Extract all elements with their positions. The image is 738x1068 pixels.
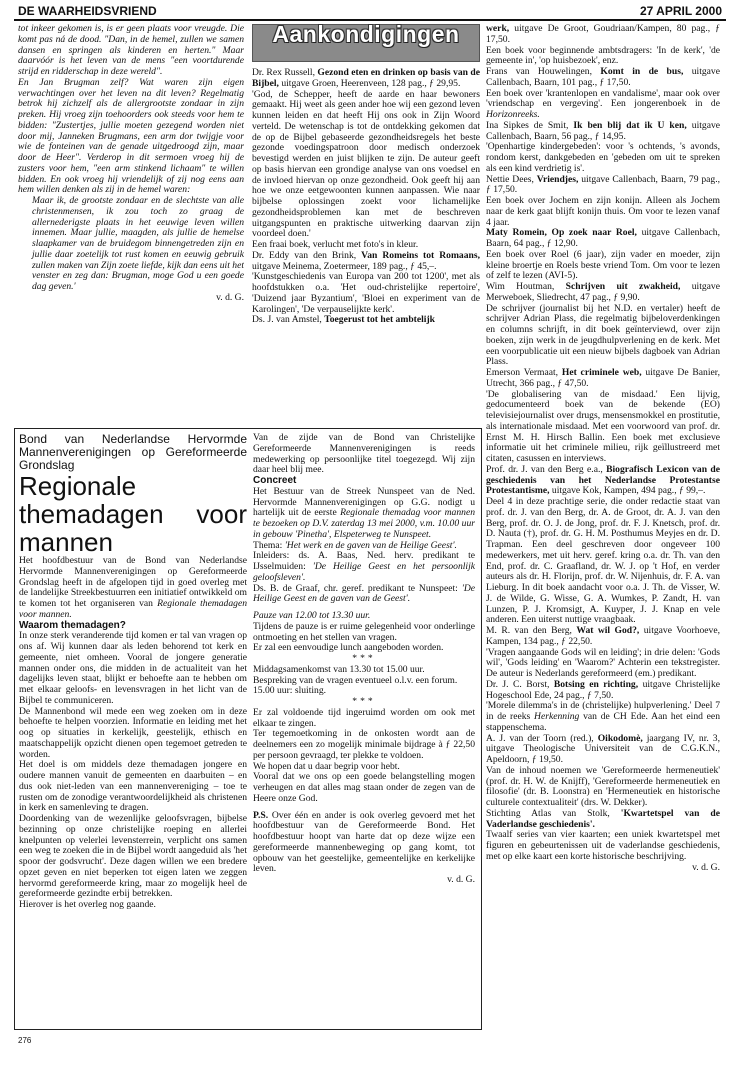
book-entry	[486, 228, 720, 250]
book-entry	[486, 282, 720, 304]
text-run-italic: Herkenning	[534, 711, 580, 722]
text-run: 'Morele dilemma's in de (christelijke) hulpverlening.' Deel 7 in de reeks	[486, 700, 720, 722]
book-title: Het criminele web,	[561, 367, 642, 378]
page-number: 276	[18, 1036, 32, 1045]
paragraph	[253, 487, 475, 541]
column-announcements	[252, 24, 480, 424]
page-header	[14, 3, 726, 21]
section-heading: Concreet	[253, 475, 297, 486]
book-publisher: uitgave Voorhoeve, Kampen, 134 pag., ƒ 22,50.	[486, 625, 720, 647]
book-entry	[486, 809, 720, 831]
book-description: Een boek over Roel (6 jaar), zijn vader en moeder, zijn kleine broertje en Roels beste vriend Tom. Om voor te lezen of zelf te lezen (AVI-5).	[486, 248, 720, 282]
column-book-listings	[486, 24, 720, 1036]
paragraph: Hierover is het overleg nog gaande.	[19, 899, 156, 910]
paragraph: En Jan Brugman zelf? Wat waren zijn eigen verwachtingen over het leven na dit leven? Regelmatig betrok hij zichzelf als de allergrootste zondaar in zijn preken. Hij vroeg zijn toehoorders ook steeds voor hem te bidden: "Zustertjes, jullie moeten gezegend worden niet door mij, Janneken Brugmans, een arm dor twijgje voor wie de fonteinen van de genade uitgedroogd zijn, maar door de Heer". Verderop in dit sermoen vroeg hij de zusters voor hem, "een arm stinkend lichaam" te willen bidden. En ook vroeg hij vriendelijk of zij nog eens aan hem willen denken als zij in de hemel waren:	[18, 76, 244, 196]
text-run-italic: 'De Heilige Geest en de gaven van de Geest'.	[253, 582, 475, 605]
intro-text: Het hoofdbestuur van de Bond van Nederlandse Hervormde Mannenverenigingen op Gereformeerde Grondslag heeft in de afgelopen tijd in goed overleg met de landelijke Streekbestuurren een initiatief ontwikkeld om te komen tot het organiseren van	[19, 555, 247, 609]
text-run: van de CH Ede. Aan het eind een stappenschema.	[486, 711, 720, 733]
issue-date: 27 APRIL 2000	[639, 4, 722, 18]
paragraph: Vooral dat we ons op een goede belangstelling mogen verheugen en dat alles mag staan onder de zegen van de Heere onze God.	[253, 771, 475, 804]
column-article-end	[18, 24, 244, 420]
article-right-column	[253, 433, 475, 1021]
announcements-banner	[252, 24, 480, 62]
book-entry	[486, 368, 720, 390]
book-author: Stichting Atlas van Stolk,	[486, 807, 610, 819]
book-publisher: uitgave De Groot, Goudriaan/Kampen, 80 pag., ƒ 17,50.	[486, 24, 720, 45]
text-run-italic: Horizonreeks.	[486, 109, 540, 120]
book-publisher: uitgave Callenbach, Baarn, 56 pag., ƒ 14,95.	[486, 119, 720, 142]
banner-title: Aankondigingen	[272, 24, 460, 47]
section-divider: ***	[352, 653, 376, 664]
book-description: 'Openhartige kindergebeden': voor 's ochtends, 's avonds, rondom kerst, dankgebeden en 'gebeden om uit te spreken als een kind verdrietig is'.	[486, 141, 720, 174]
book-author: Dr. Eddy van den Brink,	[252, 249, 357, 261]
book-description	[486, 701, 720, 733]
paragraph: In onze sterk veranderende tijd komen er tal van vragen op ons af. Wij kunnen daar als leden behorend tot kerk en gemeente, niet omheen. Vooral de jongere generatie mannen onder ons, die midden in de actualiteit van het dagelijks leven staat, blijkt er behoefte aan te hebben om met elkaar geloofs- en levensvragen in het licht van de Bijbel te communiceren.	[19, 630, 247, 706]
article-headline: Regionale themadagen voor mannen	[19, 471, 247, 557]
publication-name: DE WAARHEIDSVRIEND	[18, 4, 157, 18]
book-author: Dr. J. C. Borst,	[486, 678, 550, 690]
book-publisher: uitgave Kok, Kampen, 494 pag., ƒ 99,–.	[551, 485, 706, 497]
book-title: Komt in de bus,	[600, 66, 684, 77]
book-author: Maty Romein,	[486, 227, 547, 239]
book-description: Deel 4 in deze prachtige serie, die onder redactie staat van prof. dr. J. van den Berg, dr. A. de Groot, dr. A. J. van den Berg, prof. dr. O. J. de Jong, prof. dr. F. J. Knetsch, prof. dr. D. Nauta (†), prof. dr. G. H. M. Posthumus Meyjes en dr. D. Trapman. Een deel geschreven door ongeveer 100 medewerkers, met uit herv. geref. kring o.a. dr. Th. van den End, prof. dr. C. Graafland, dr. W. J. op 't Hof, en verder auteurs als dr. H. Florijn, prof. dr. W. Nijenhuis, dr. F. A. van Lieburg. In dit boek aandacht voor o.a. J. Th. de Visser, W. J. de Wilde, G. Wisse, G. A. Wumkes, P. Zandt, H. van Lunzen, P. J. Kromsigt, A. Kuyper, J. J. Knap en vele anderen. Een uiterst nuttige vraagbaak.	[486, 496, 720, 626]
book-description	[486, 89, 720, 121]
book-title: Vriendjes,	[536, 173, 579, 185]
ps-label: P.S.	[253, 809, 269, 821]
paragraph: Het doel is om middels deze themadagen jongere en oudere mannen vanuit de gemeenten en daarbuiten – en dus ook niet-leden van een mannenvereniging – toe te rusten om de zonodige verantwoordelijkheid als christenen in kerk en samenleving te dragen.	[19, 759, 247, 814]
organization-name: Bond van Nederlandse Hervormde Mannenverenigingen op Gereformeerde Grondslag	[19, 433, 247, 472]
book-title: Op zoek naar Roel,	[551, 227, 637, 239]
book-publisher: uitgave Callenbach, Baarn, 79 pag., ƒ 17,50.	[486, 173, 720, 196]
book-entry	[486, 67, 720, 89]
paragraph: De Mannenbond wil mede een weg zoeken om in deze behoefte te helpen voorzien. Informatie en leiding met het oog op situaties in kerkelijk, geestelijk, ethisch en maatschappelijk opzicht dienen open tegemoet getreden te worden.	[19, 705, 247, 760]
book-description: Een boek over Jochem en zijn konijn. Alleen als Jochem naar de kerk gaat blijft konijn thuis. Om voor te lezen vanaf 4 jaar.	[486, 195, 720, 228]
book-publisher: uitgave Groen, Heerenveen, 128 pag., ƒ 29,95.	[281, 77, 461, 89]
book-entry	[486, 465, 720, 497]
book-author: M. R. van den Berg,	[486, 625, 572, 636]
paragraph	[19, 556, 247, 621]
signature: v. d. G.	[447, 874, 475, 885]
article-left-column	[19, 433, 247, 1021]
book-description: Een boek voor beginnende ambtsdragers: 'In de kerk', 'de gemeente in', 'op huisbezoek', enz.	[486, 44, 720, 67]
book-author: Frans van Houwelingen,	[486, 66, 593, 77]
text-run: Inleiders: ds. A. Baas, Ned. herv. predikant te IJsselmuiden:	[253, 550, 475, 572]
book-publisher: uitgave Callenbach, Baarn, 64 pag., ƒ 12,90.	[486, 227, 720, 249]
paragraph	[253, 551, 475, 583]
paragraph: Middagsamenkomst van 13.30 tot 15.00 uur.	[253, 663, 425, 675]
intro-italic: Regionale themadagen voor mannen.	[19, 598, 247, 620]
book-title: Oikodomè,	[597, 732, 643, 744]
book-title: Gezond eten en drinken op basis van de Bijbel,	[252, 67, 480, 89]
paragraph: 15.00 uur: sluiting.	[253, 685, 327, 697]
section-heading: Waarom themadagen?	[19, 619, 126, 631]
text-run: Ds. B. de Graaf, chr. geref. predikant te Nunspeet:	[253, 582, 458, 594]
paragraph: Doordenking van de wezenlijke geloofsvragen, bijbelse bezinning op onze christelijke roeping en allerlei knelpunten op velerlei levensterrein, verplicht ons samen een weg te zoeken die in de Bijbel wordt aangeduid als 'het spoor der godsvrucht'. Deze dagen willen we een bredere opzet geven en niet beperken tot eigen laten we zeggen hervormd gereformeerde kring, maar zo mogelijk heel de gereformeerde gezindte erbij betrekken.	[19, 813, 247, 900]
block-quote: Maar ik, de grootste zondaar en de slechtste van alle christenmensen, ik zou toch zo graag de allernederigste plaats in het eeuwige leven willen innemen. Maar jullie, maagden, als jullie de hemelse slaapkamer van de bruidegom binnengetreden zijn en jullie daar zoetelijk tot rust komen en eeuwig gebruik zullen maken van Zijn zoete liefde, kijk dan eens uit het venster en zeg dan: Brugman, moge God u een goede dag geven.'	[32, 195, 244, 292]
book-entry	[252, 315, 480, 326]
book-description: 'God, de Schepper, heeft de aarde en haar bewoners gemaakt. Hij weet als geen ander hoe wij een gezond leven kunnen leiden en dat heeft Hij ons ook in Zijn Woord verteld. De wetenschap is tot de ontdekking gekomen dat de op de Bijbel gebaseerde gezondheidsregels het beste gezonde voedingspatroon door medisch onderzoek bevestigd werden en juist blijken te zijn. De auteur geeft op basis hiervan een grondige analyse van ons voedsel en de invloed hiervan op onze gezondheid. Ook geeft hij aan hoe we onze eetgewoonten kunnen aanpassen. Wie naar bijbelse oplossingen zoekt voor lichamelijke gezondheidsproblemen kan met de beschreven uitgangspunten en praktische uitwerking daarvan zijn voordeel doen.'	[252, 88, 480, 240]
book-publisher: uitgave De Banier, Utrecht, 366 pag., ƒ 47,50.	[486, 367, 720, 389]
book-publisher: uitgave Christelijke Hogeschool Ede, 24 pag., ƒ 7,50.	[486, 678, 720, 701]
book-description: Twaalf series van vier kaarten; een uniek kwartetspel met figuren en gebeurtenissen uit de vaderlandse geschiedenis, met op elke kaart een korte historische beschrijving.	[486, 829, 720, 862]
book-author: Prof. dr. J. van den Berg e.a.,	[486, 463, 603, 475]
text-run: Een boek over 'krantenlopen en vandalisme', maar ook over 'vriendschap en vergeving'. Een jongerenboek in de	[486, 87, 720, 110]
themadagen-article-box	[14, 428, 482, 1030]
book-description: De schrijver (journalist bij het N.D. en vertaler) heeft de schrijver Adrian Plass, die regelmatig bijbeloverdenkingen en columns schrijft, in dit boek geïnterviewd, over zijn boeken, zijn werk in de jeugdhulpverlening en de kerk. Met een voorpublicatie uit een nieuw bijbels dagboek van Adrian Plass.	[486, 302, 720, 368]
book-entry	[486, 680, 720, 702]
paragraph: Ter tegemoetkoming in de onkosten wordt aan de deelnemers een zo mogelijk minimale bijdrage à ƒ 22,50 per persoon gevraagd, ter plekke te voldoen.	[253, 728, 475, 761]
text-run: Het Bestuur van de Streek Nunspeet van de Ned. Hervormde Mannenverenigingen op G.G. nodigt u hartelijk uit de eerste	[253, 485, 475, 519]
book-title: Biografisch Lexicon van de geschiedenis van het Nederlandse Protestantse Protestantisme,	[486, 463, 720, 497]
book-entry	[486, 175, 720, 197]
book-author: Wim Houtman,	[486, 281, 555, 292]
book-author: Ina Sipkes de Smit,	[486, 119, 569, 131]
paragraph	[253, 584, 475, 606]
text-run-italic: te bezoeken op D.V. zaterdag 13 mei 2000, v.m. 10.00 uur in gebouw 'Pinetha', Elspeterweg te Nunspeet.	[253, 518, 475, 540]
postscript	[253, 811, 475, 876]
book-author: Emerson Vermaat,	[486, 367, 559, 378]
book-author: Ds. J. van Amstel,	[252, 314, 322, 326]
book-entry	[486, 734, 720, 766]
signature: v. d. G.	[216, 291, 244, 303]
book-title: Schrijven uit zwakheid,	[565, 281, 681, 292]
paragraph: tot inkeer gekomen is, is er geen plaats voor vreugde. Die komt pas ná de dood. "Dan, in de hemel, zullen we samen dansen en springen als kinderen en herten." Maar daarvóór is het leven van de mens "een voortdurende strijd en ridderschap in deze wereld".	[18, 24, 244, 77]
paragraph: Er zal voldoende tijd ingeruimd worden om ook met elkaar te zingen.	[253, 706, 475, 729]
book-publisher: uitgave Callenbach, Baarn, 101 pag., ƒ 17,50.	[486, 66, 720, 88]
paragraph: Pauze van 12.00 tot 13.30 uur.	[253, 610, 371, 621]
book-entry	[486, 24, 720, 46]
book-publisher: uitgave Merweboek, Sliedrecht, 47 pag., ƒ 9,90.	[486, 281, 720, 303]
book-entry	[486, 121, 720, 143]
book-description: 'Vragen aangaande Gods wil en leiding'; in drie delen: 'Gods wil', 'Gods leiding' en 'Waarom?' Achterin een tekstregister. De auteur is Nederlands gereformeerd (em.) predikant.	[486, 646, 720, 679]
book-title: Botsing en richting,	[553, 678, 639, 690]
book-note: Een fraai boek, verlucht met foto's in kleur.	[252, 239, 419, 250]
book-entry	[252, 68, 480, 90]
ps-text: Over één en ander is ook overleg gevoerd met het hoofdbestuur van de Gereformeerde Bond. Het hoofdbestuur hoopt van harte dat op deze wijze een gereformeerde mannenbeweging op gang komt, tot opbouw van het geestelijke, gemeentelijke en kerkelijke leven.	[253, 809, 475, 875]
book-title: Wat wil God?,	[576, 625, 640, 636]
book-title: 'Kwartetspel van de Vaderlandse geschiedenis'.	[486, 807, 720, 830]
paragraph: Er zal een eenvoudige lunch aangeboden worden.	[253, 642, 444, 654]
text-run: Thema:	[253, 539, 283, 551]
paragraph: Van de zijde van de Bond van Christelijke Gereformeerde Mannenverenigingen is reeds medewerking op persoonlijke titel toegezegd. Wij zijn daar heel blij mee.	[253, 433, 475, 476]
text-run-italic: 'Het werk en de gaven van de Heilige Geest'.	[284, 539, 457, 551]
book-author: Dr. Rex Russell,	[252, 67, 315, 78]
book-title: Ik ben blij dat ik U ken,	[573, 119, 687, 131]
paragraph: Tijdens de pauze is er ruime gelegenheid voor onderlinge ontmoeting en het stellen van vragen.	[253, 620, 475, 643]
text-run-italic: 'De Heilige Geest en het persoonlijk geloofsleven'.	[253, 561, 475, 583]
book-description: Van de inhoud noemen we 'Gereformeerde hermeneutiek' (prof. dr. H. W. de Knijff), 'Gereformeerde hermeneutiek en filosofie' (dr. B. Loonstra) en 'Hermeneutiek en historische culturele contextualiteit' (drs. W. Dekker).	[486, 764, 720, 808]
book-author: Nettie Dees,	[486, 173, 534, 185]
book-title: Toegerust tot het ambtelijk	[324, 314, 435, 326]
book-title: Van Romeins tot Romaans,	[361, 249, 480, 261]
paragraph: We hopen dat u daar begrip voor hebt.	[253, 760, 400, 772]
book-publisher: uitgave Meinema, Zoetermeer, 189 pag., ƒ 45,–.	[252, 260, 437, 272]
paragraph: Bespreking van de vragen eventueel o.l.v. een forum.	[253, 674, 458, 686]
book-description: 'De globalisering van de misdaad.' Een lijvig, gedocumenteerd boek van de bekende (EO) televisiejournalist over drugs, mensensmokkel en prostitutie, als internationale misdaad. Met een voorwoord van prof. dr. Ernst M. H. Hirsch Ballin. Een boek met exclusieve informatie uit het criminele milieu, rijk geïllustreerd met citaten, casussen en interviews.	[486, 388, 720, 464]
book-title: werk,	[486, 24, 510, 34]
book-description: 'Kunstgeschiedenis van Europa van 200 tot 1200', met als hoofdstukken o.a. 'Het oud-christelijke repertoire', 'Duizend jaar Byzantium', 'Bloei en experiment van de Karolingen', 'De verpauselijkte kerk'.	[252, 271, 480, 315]
text-run-italic: Regionale themadag voor mannen	[340, 507, 475, 519]
book-author: A. J. van der Toorn (red.),	[486, 732, 594, 744]
book-entry	[486, 626, 720, 648]
signature: v. d. G.	[692, 861, 720, 873]
book-entry	[252, 251, 480, 273]
book-publisher: jaargang IV, nr. 3, uitgave Theologische Universiteit van de C.G.K.N., Apeldoorn, ƒ 19,50.	[486, 732, 720, 765]
section-divider: ***	[352, 696, 376, 707]
